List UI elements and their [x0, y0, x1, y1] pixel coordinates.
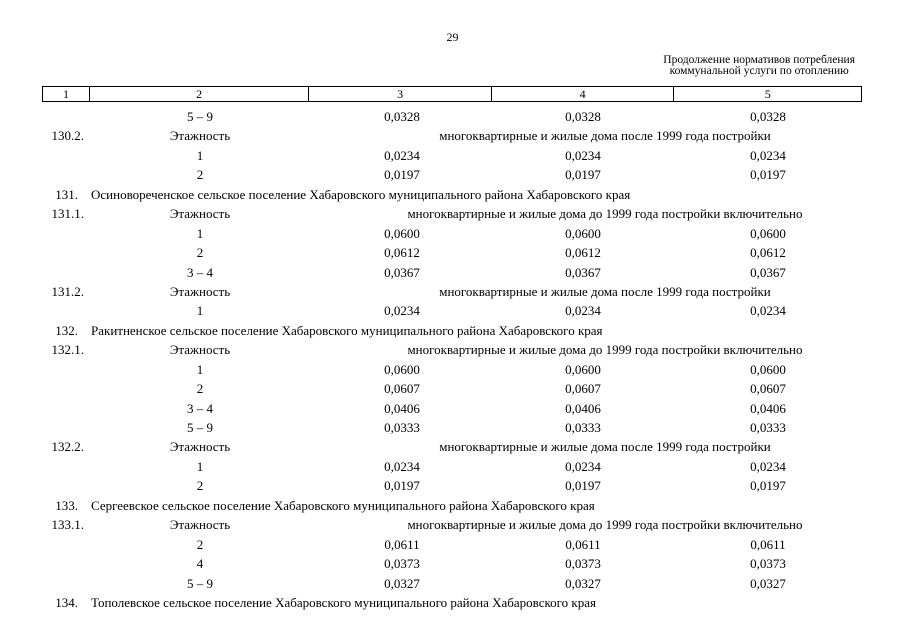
cell-value-col5: 0,0600: [750, 225, 786, 241]
cell-value-col3: 0,0612: [384, 245, 420, 261]
cell-value-col5: 0,0234: [750, 147, 786, 163]
table-row: [0, 457, 905, 476]
cell-value-col3: 0,0333: [384, 420, 420, 435]
section-number: 131.: [55, 186, 78, 202]
column-header-5: 5: [764, 87, 771, 101]
cell-value-col5: 0,0607: [750, 381, 786, 397]
cell-value-col4: 0,0234: [565, 147, 601, 163]
section-title-row: [0, 321, 905, 340]
cell-value-col4: 0,0234: [565, 458, 601, 474]
cell-value-col3: 0,0367: [384, 264, 420, 280]
cell-floors: 1: [196, 147, 204, 163]
subsection-number: 130.2.: [51, 128, 84, 144]
subsection-description: многоквартирные и жилые дома после 1999 года постройки: [439, 283, 771, 299]
cell-floors: 2: [196, 478, 204, 494]
cell-value-col3: 0,0600: [384, 361, 420, 377]
section-number: 132.: [55, 322, 78, 338]
subsection-number: 131.1.: [51, 206, 84, 222]
cell-value-col5: 0,0600: [750, 361, 786, 377]
cell-value-col3: 0,0373: [384, 556, 420, 572]
cell-value-col5: 0,0197: [750, 478, 786, 494]
subsection-description: многоквартирные и жилые дома до 1999 года постройки включительно: [407, 206, 803, 222]
cell-value-col3: 0,0327: [384, 575, 420, 591]
cell-value-col5: 0,0333: [750, 420, 786, 435]
cell-value-col5: 0,0197: [750, 167, 786, 183]
cell-value-col3: 0,0611: [384, 536, 420, 552]
cell-floors: 2: [196, 536, 204, 552]
cell-value-col3: 0,0607: [384, 381, 420, 397]
cell-floors: 2: [196, 245, 204, 261]
continuation-line-2: коммунальной услуги по отоплению: [669, 65, 849, 77]
subsection-row: [0, 340, 905, 359]
cell-value-col5: 0,0328: [750, 109, 786, 124]
cell-value-col5: 0,0612: [750, 245, 786, 261]
table-row: [0, 146, 905, 165]
subsection-description: многоквартирные и жилые дома после 1999 года постройки: [439, 128, 771, 144]
column-header-3: 3: [309, 87, 492, 101]
page-number: 29: [446, 30, 459, 44]
cell-value-col4: 0,0197: [565, 478, 601, 494]
section-number: 134.: [55, 594, 78, 610]
subsection-label: Этажность: [169, 517, 231, 533]
cell-floors: 2: [196, 167, 204, 183]
table-row: [0, 107, 905, 126]
table-row: [0, 535, 905, 554]
subsection-number: 132.2.: [51, 439, 84, 455]
cell-value-col3: 0,0197: [384, 167, 420, 183]
section-title: Тополевское сельское поселение Хабаровского муниципального района Хабаровского края: [91, 594, 596, 610]
cell-value-col5: 0,0367: [750, 264, 786, 280]
subsection-label: Этажность: [169, 342, 231, 358]
subsection-row: [0, 282, 905, 301]
table-row: [0, 360, 905, 379]
cell-value-col3: 0,0328: [384, 109, 420, 124]
subsection-row: [0, 437, 905, 456]
column-header-2: 2: [90, 87, 309, 101]
cell-value-col3: 0,0234: [384, 303, 420, 319]
subsection-row: [0, 515, 905, 534]
table-row: [0, 243, 905, 262]
column-header-4: 4: [492, 87, 675, 101]
subsection-row: [0, 204, 905, 223]
cell-value-col3: 0,0234: [384, 147, 420, 163]
table-row: [0, 476, 905, 495]
subsection-number: 133.1.: [51, 517, 84, 533]
table-body: [0, 107, 905, 612]
cell-value-col4: 0,0328: [565, 109, 601, 124]
cell-value-col4: 0,0197: [565, 167, 601, 183]
cell-value-col3: 0,0197: [384, 478, 420, 494]
cell-value-col5: 0,0327: [750, 575, 786, 591]
section-title-row: [0, 593, 905, 612]
cell-value-col3: 0,0406: [384, 400, 420, 416]
cell-value-col4: 0,0600: [565, 225, 601, 241]
cell-value-col4: 0,0234: [565, 303, 601, 319]
table-row: [0, 301, 905, 320]
table-row: [0, 399, 905, 418]
table-row: [0, 263, 905, 282]
cell-value-col5: 0,0234: [750, 303, 786, 319]
cell-floors: 1: [196, 225, 204, 241]
table-row: [0, 224, 905, 243]
subsection-description: многоквартирные и жилые дома до 1999 года постройки включительно: [407, 342, 803, 358]
section-title: Ракитненское сельское поселение Хабаровского муниципального района Хабаровского края: [91, 322, 603, 338]
subsection-number: 132.1.: [51, 342, 84, 358]
subsection-number: 131.2.: [51, 283, 84, 299]
cell-floors: 3 – 4: [187, 264, 213, 280]
section-number: 133.: [55, 497, 78, 513]
table-row: [0, 574, 905, 593]
cell-value-col4: 0,0612: [565, 245, 601, 261]
section-title: Осиновореченское сельское поселение Хабаровского муниципального района Хабаровского края: [91, 186, 631, 202]
section-title: Сергеевское сельское поселение Хабаровского муниципального района Хабаровского края: [91, 497, 595, 513]
cell-value-col5: 0,0611: [750, 536, 786, 552]
cell-floors: 1: [196, 361, 204, 377]
cell-floors: 3 – 4: [187, 400, 213, 416]
cell-value-col4: 0,0607: [565, 381, 601, 397]
column-header-1: 1: [43, 87, 90, 101]
cell-value-col3: 0,0600: [384, 225, 420, 241]
continuation-note: [663, 55, 855, 77]
cell-floors: 1: [196, 303, 204, 319]
cell-value-col5: 0,0373: [750, 556, 786, 572]
table-header: [42, 86, 862, 102]
cell-value-col3: 0,0234: [384, 458, 420, 474]
cell-value-col5: 0,0234: [750, 458, 786, 474]
cell-value-col4: 0,0406: [565, 400, 601, 416]
subsection-description: многоквартирные и жилые дома до 1999 года постройки включительно: [407, 517, 803, 533]
cell-floors: 4: [196, 556, 204, 572]
cell-floors: 1: [196, 458, 204, 474]
cell-floors: 5 – 9: [187, 420, 213, 435]
subsection-label: Этажность: [169, 128, 231, 144]
cell-floors: 5 – 9: [187, 575, 213, 591]
cell-value-col4: 0,0611: [565, 536, 601, 552]
cell-value-col4: 0,0367: [565, 264, 601, 280]
section-title-row: [0, 185, 905, 204]
subsection-label: Этажность: [169, 206, 231, 222]
section-title-row: [0, 496, 905, 515]
table-row: [0, 418, 905, 437]
table-row: [0, 165, 905, 184]
continuation-line-1: Продолжение нормативов потребления: [663, 54, 855, 66]
cell-floors: 2: [196, 381, 204, 397]
cell-value-col4: 0,0600: [565, 361, 601, 377]
subsection-label: Этажность: [169, 439, 231, 455]
cell-value-col4: 0,0333: [565, 420, 601, 435]
subsection-description: многоквартирные и жилые дома после 1999 года постройки: [439, 439, 771, 455]
cell-value-col4: 0,0327: [565, 575, 601, 591]
cell-value-col5: 0,0406: [750, 400, 786, 416]
subsection-label: Этажность: [169, 283, 231, 299]
cell-value-col4: 0,0373: [565, 556, 601, 572]
table-row: [0, 379, 905, 398]
cell-floors: 5 – 9: [187, 109, 213, 124]
subsection-row: [0, 126, 905, 145]
table-row: [0, 554, 905, 573]
